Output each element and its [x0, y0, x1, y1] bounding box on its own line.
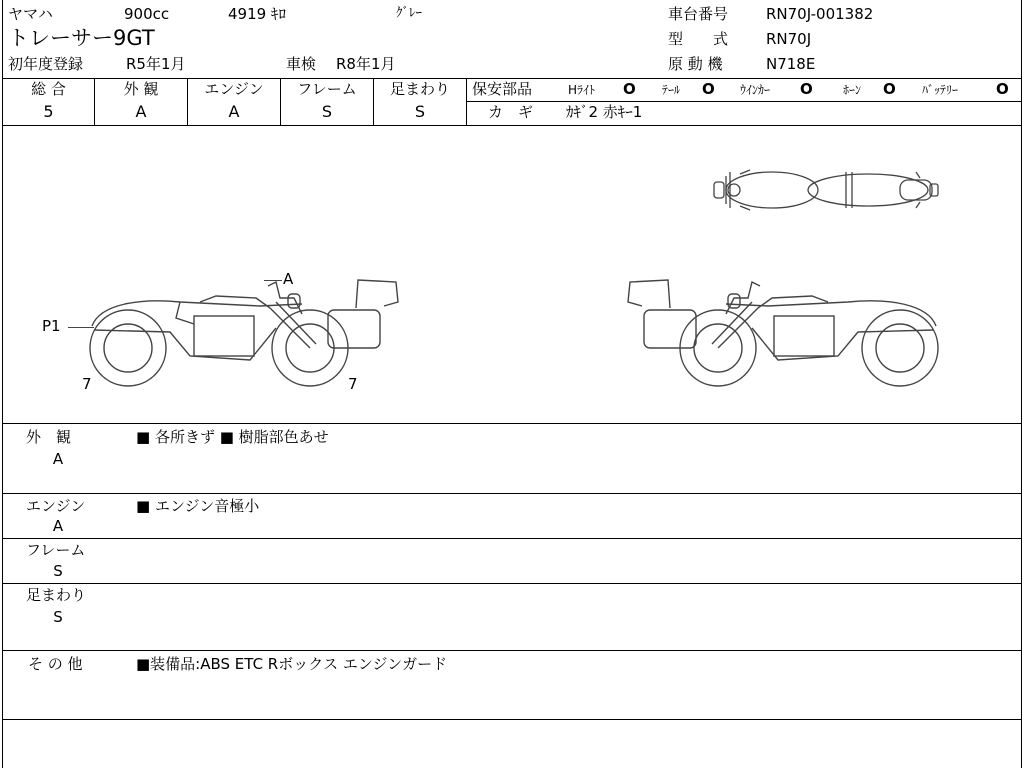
type-value: RN70J	[766, 30, 812, 48]
table-top-line	[2, 78, 1022, 79]
safety-item-horn: ﾎｰﾝ	[843, 83, 862, 97]
safety-mark-winker: O	[800, 80, 813, 98]
grade-suspension-value: S	[414, 102, 426, 121]
remarks-bottom-line	[2, 719, 1022, 720]
grade-total-value: 5	[43, 102, 54, 121]
displacement: 900cc	[124, 5, 170, 23]
remark-engine-note: ■ エンジン音極小	[136, 497, 260, 515]
safety-mark-battery: O	[996, 80, 1009, 98]
engine-label: 原 動 機	[668, 55, 723, 73]
grade-exterior-label: 外 観	[123, 80, 159, 98]
bike-right-view	[618, 268, 948, 388]
remarks-sep-1	[2, 493, 1022, 494]
remark-suspension-grade: S	[53, 608, 63, 626]
remarks-sep-2	[2, 538, 1022, 539]
bike-left-view	[80, 268, 410, 388]
remarks-top-line	[2, 423, 1022, 424]
first-registration-label: 初年度登録	[8, 55, 84, 73]
remark-other-note: ■装備品:ABS ETC Rボックス エンジンガード	[136, 655, 448, 673]
mark-p1-front: P1	[42, 317, 61, 335]
mark-a-handlebar: A	[283, 270, 294, 288]
safety-item-battery: ﾊﾞｯﾃﾘｰ	[922, 83, 959, 97]
mileage: 4919 ｷﾛ	[228, 5, 286, 23]
col-sep-5	[466, 78, 467, 126]
remarks-sep-4	[2, 650, 1022, 651]
inspection-value: R8年1月	[336, 55, 396, 73]
grade-frame-label: フレーム	[297, 80, 357, 98]
bike-top-view	[706, 160, 946, 220]
frame-no-value: RN70J-001382	[766, 5, 874, 23]
key-value: ｶｷﾞ2 赤ｷｰ1	[566, 103, 643, 121]
model-name: トレーサー9GT	[8, 26, 155, 50]
key-label: カ ギ	[488, 103, 534, 121]
mark-7-front-wheel: 7	[82, 375, 92, 393]
grade-total-label: 総 合	[31, 80, 66, 98]
color: ｸﾞﾚｰ	[396, 6, 422, 21]
grade-exterior-value: A	[135, 102, 147, 121]
safety-item-tail: ﾃｰﾙ	[662, 83, 681, 97]
safety-mark-tail: O	[702, 80, 715, 98]
safety-label: 保安部品	[472, 80, 533, 98]
frame-no-label: 車台番号	[668, 5, 729, 23]
safety-divider	[467, 101, 1022, 102]
first-registration-value: R5年1月	[126, 55, 186, 73]
grade-engine-value: A	[228, 102, 240, 121]
mark-7-rear-wheel: 7	[348, 375, 358, 393]
remark-frame-label: フレーム	[26, 541, 86, 559]
safety-item-winker: ｳｲﾝｶｰ	[740, 83, 771, 97]
grade-suspension-label: 足まわり	[389, 80, 450, 98]
maker: ヤマハ	[8, 5, 53, 23]
mark-a-leader	[264, 280, 282, 281]
grade-frame-value: S	[321, 102, 333, 121]
safety-mark-horn: O	[883, 80, 896, 98]
safety-mark-headlight: O	[623, 80, 636, 98]
remark-suspension-label: 足まわり	[26, 586, 87, 604]
engine-value: N718E	[766, 55, 816, 73]
mark-p1-leader	[68, 327, 94, 328]
remark-other-label: そ の 他	[28, 655, 83, 673]
remark-exterior-grade: A	[52, 450, 64, 468]
remark-engine-label: エンジン	[26, 497, 86, 515]
remark-exterior-note: ■ 各所きず ■ 樹脂部色あせ	[136, 428, 329, 446]
remarks-sep-3	[2, 583, 1022, 584]
remark-frame-grade: S	[53, 562, 63, 580]
remark-engine-grade: A	[52, 517, 64, 535]
type-label: 型 式	[668, 30, 729, 48]
remark-exterior-label: 外 観	[26, 428, 72, 446]
inspection-label: 車検	[286, 55, 317, 73]
table-bottom-line	[2, 125, 1022, 126]
frame-right-border	[1021, 0, 1022, 768]
safety-item-headlight: Hﾗｲﾄ	[568, 83, 596, 97]
grade-engine-label: エンジン	[204, 80, 264, 98]
